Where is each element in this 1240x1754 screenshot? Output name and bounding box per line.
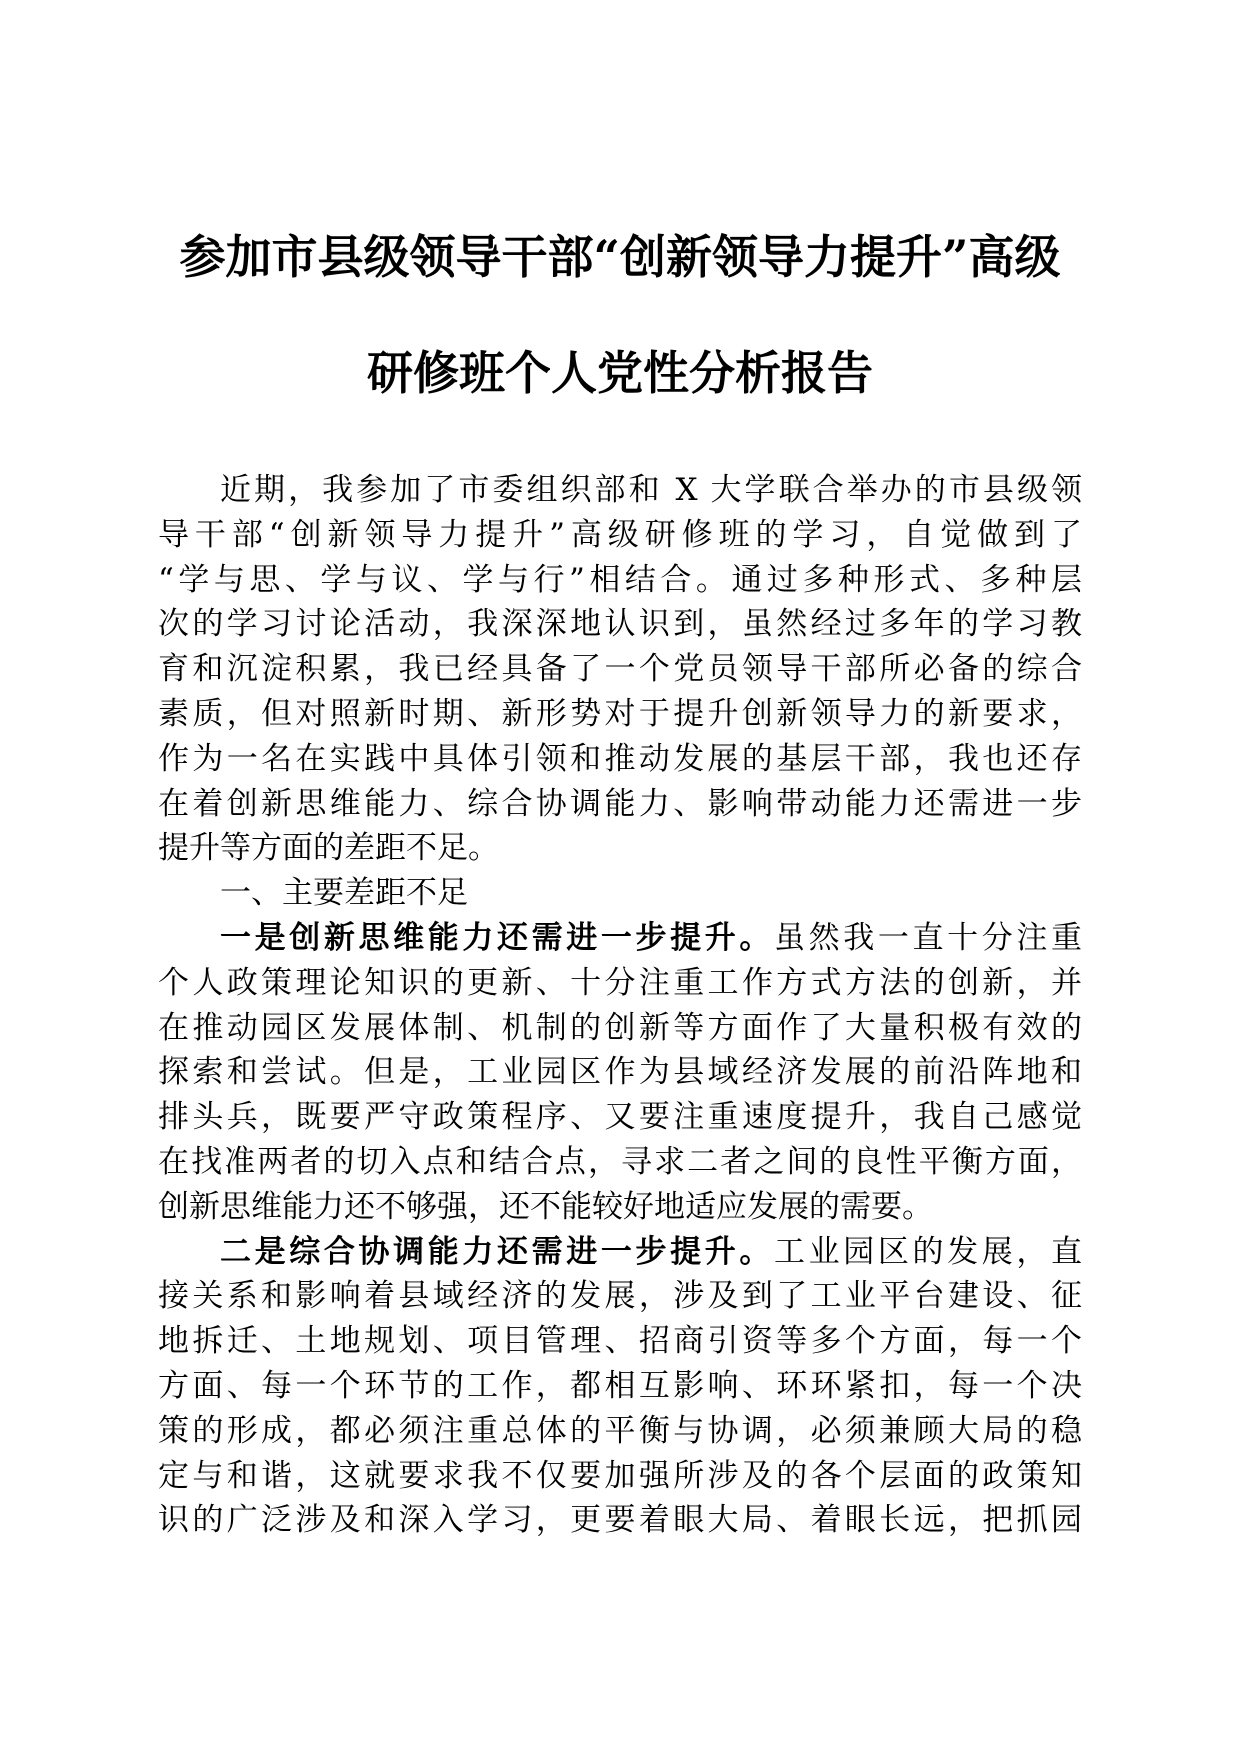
paragraph-line [158, 1230, 1082, 1275]
section-heading: 一、主要差距不足 [220, 875, 468, 912]
paragraph-line: 在着创新思维能力、综合协调能力、影响带动能力还需进一步 [158, 785, 1082, 822]
point-lead: 一是创新思维能力还需进一步提升。 [220, 919, 774, 956]
document-title-line-2: 研修班个人党性分析报告 [367, 346, 873, 400]
paragraph-line: 在推动园区发展体制、机制的创新等方面作了大量积极有效的 [158, 1009, 1082, 1046]
paragraph-line: 提升等方面的差距不足。 [158, 830, 499, 867]
paragraph-line [158, 916, 1082, 961]
paragraph-line: 定与和谐，这就要求我不仅要加强所涉及的各个层面的政策知 [158, 1457, 1082, 1494]
point-lead-rest: 工业园区的发展，直 [774, 1233, 1082, 1270]
paragraph-line: 识的广泛涉及和深入学习，更要着眼大局、着眼长远，把抓园 [158, 1502, 1082, 1539]
paragraph-line: 方面、每一个环节的工作，都相互影响、环环紧扣，每一个决 [158, 1367, 1082, 1404]
paragraph-line: 育和沉淀积累，我已经具备了一个党员领导干部所必备的综合 [158, 651, 1082, 688]
paragraph-line: 导干部“创新领导力提升”高级研修班的学习，自觉做到了 [158, 516, 1082, 553]
paragraph-line: 排头兵，既要严守政策程序、又要注重速度提升，我自己感觉 [158, 1099, 1082, 1136]
point-lead-rest: 虽然我一直十分注重 [774, 919, 1082, 956]
paragraph-line: 创新思维能力还不够强，还不能较好地适应发展的需要。 [158, 1188, 933, 1225]
document-title-line-1: 参加市县级领导干部“创新领导力提升”高级 [179, 230, 1061, 284]
paragraph-line: 素质，但对照新时期、新形势对于提升创新领导力的新要求， [158, 695, 1082, 732]
paragraph-line: 探索和尝试。但是，工业园区作为县域经济发展的前沿阵地和 [158, 1054, 1082, 1091]
paragraph-line: 策的形成，都必须注重总体的平衡与协调，必须兼顾大局的稳 [158, 1412, 1082, 1449]
paragraph-line: 接关系和影响着县域经济的发展，涉及到了工业平台建设、征 [158, 1278, 1082, 1315]
document-body [158, 468, 1082, 1543]
paragraph-line: 个人政策理论知识的更新、十分注重工作方式方法的创新，并 [158, 964, 1082, 1001]
paragraph-line: 地拆迁、土地规划、项目管理、招商引资等多个方面，每一个 [158, 1323, 1082, 1360]
paragraph-line: 近期，我参加了市委组织部和 X 大学联合举办的市县级领 [220, 472, 1082, 508]
point-lead: 二是综合协调能力还需进一步提升。 [220, 1233, 774, 1270]
paragraph-line: 作为一名在实践中具体引领和推动发展的基层干部，我也还存 [158, 740, 1082, 777]
paragraph-line: 次的学习讨论活动，我深深地认识到，虽然经过多年的学习教 [158, 606, 1082, 643]
paragraph-line: 在找准两者的切入点和结合点，寻求二者之间的良性平衡方面， [158, 1143, 1082, 1180]
paragraph-line: “学与思、学与议、学与行”相结合。通过多种形式、多种层 [158, 561, 1082, 598]
